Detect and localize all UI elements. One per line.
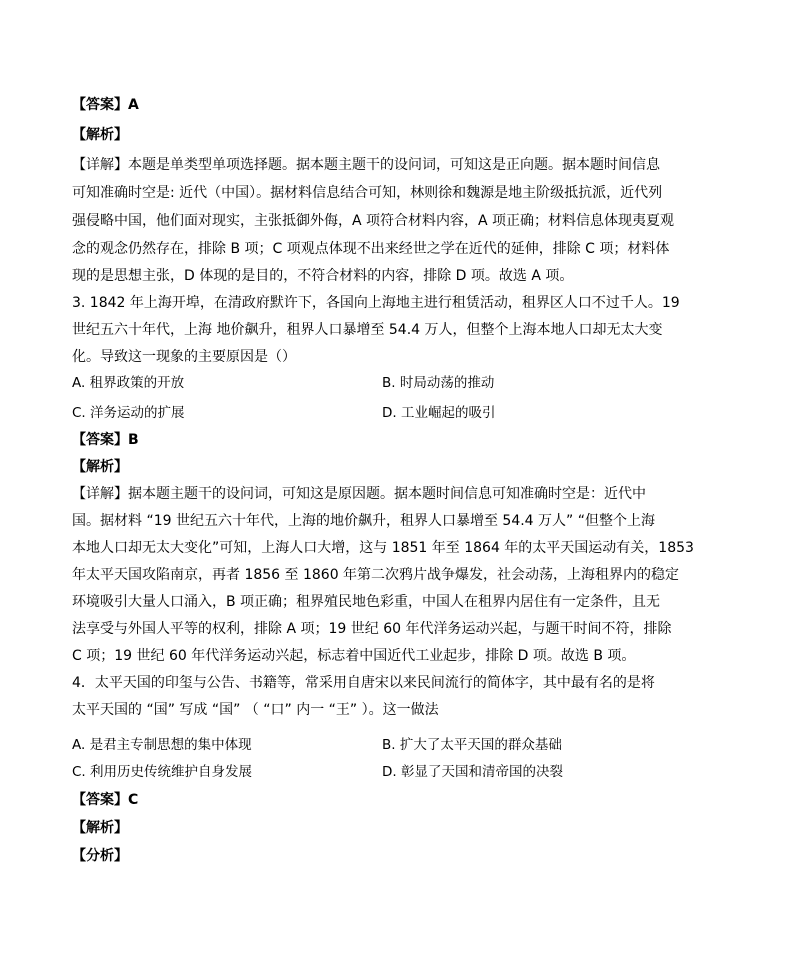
q3-stem-line: 化。导致这一现象的主要原因是（） [72, 349, 296, 365]
q2-detail-line: 可知准确时空是: 近代（中国）。据材料信息结合可知，林则徐和魏源是地主阶级抵抗派，近代列 [72, 185, 663, 201]
q3-detail-line: 【详解】据本题主题干的设问词，可知这是原因题。据本题时间信息可知准确时空是：近代中 [72, 486, 646, 502]
q3-detail-line: 环境吸引大量人口涌入，B 项正确；租界殖民地色彩重，中国人在租界内居住有一定条件，且无 [72, 594, 661, 610]
q3-option-d: D. 工业崛起的吸引 [382, 405, 496, 421]
q3-option-c: C. 洋务运动的扩展 [72, 405, 185, 421]
q4-analysis-label: 【解析】 [72, 820, 128, 836]
q4-analysis-label-2: 【分析】 [72, 848, 128, 864]
q4-option-a: A. 是君主专制思想的集中体现 [72, 737, 252, 753]
q3-analysis-label: 【解析】 [72, 459, 128, 475]
q3-detail-line: 年太平天国攻陷南京，再者 1856 至 1860 年第二次鸦片战争爆发，社会动荡，上海租界内的稳定 [72, 567, 680, 583]
q2-answer: 【答案】A [72, 97, 139, 113]
q4-answer: 【答案】C [72, 792, 139, 808]
q3-stem-line: 世纪五六十年代，上海 地价飙升，租界人口暴增至 54.4 万人，但整个上海本地人口却无太大变 [72, 322, 663, 338]
q3-detail-line: 法享受与外国人平等的权利，排除 A 项；19 世纪 60 年代洋务运动兴起，与题干时间不符，排除 [72, 621, 672, 637]
q4-option-d: D. 彰显了天国和清帝国的决裂 [382, 764, 563, 780]
q4-stem-line: 4．太平天国的印玺与公告、书籍等，常采用自唐宋以来民间流行的简体字，其中最有名的是将 [72, 675, 655, 691]
q3-option-b: B. 时局动荡的推动 [382, 375, 495, 391]
q3-detail-line: 本地人口却无太大变化”可知，上海人口大增，这与 1851 年至 1864 年的太平天国运动有关，1853 [72, 540, 694, 556]
q4-option-b: B. 扩大了太平天国的群众基础 [382, 737, 562, 753]
q2-analysis-label: 【解析】 [72, 127, 128, 143]
q3-detail-line: 国。据材料 “19 世纪五六十年代，上海的地价飙升，租界人口暴增至 54.4 万人” “但整个上海 [72, 513, 655, 529]
q4-option-c: C. 利用历史传统维护自身发展 [72, 764, 253, 780]
q2-detail-line: 现的是思想主张，D 体现的是目的，不符合材料的内容，排除 D 项。故选 A 项。 [72, 268, 574, 284]
q2-detail-line: 念的观念仍然存在，排除 B 项；C 项观点体现不出来经世之学在近代的延伸，排除 C 项；材料体 [72, 241, 670, 257]
q3-option-a: A. 租界政策的开放 [72, 375, 185, 391]
q3-answer: 【答案】B [72, 432, 139, 448]
q4-stem-line: 太平天国的 “国” 写成 “国” （ “口” 内一 “王” ）。这一做法 [72, 702, 439, 718]
q2-detail-line: 【详解】本题是单类型单项选择题。据本题主题干的设问词，可知这是正向题。据本题时间信息 [72, 157, 660, 173]
q3-detail-line: C 项；19 世纪 60 年代洋务运动兴起，标志着中国近代工业起步，排除 D 项。故选 B 项。 [72, 648, 636, 664]
q2-detail-line: 强侵略中国，他们面对现实，主张抵御外侮，A 项符合材料内容，A 项正确；材料信息体现夷夏观 [72, 213, 675, 229]
q3-stem-line: 3. 1842 年上海开埠，在清政府默许下，各国向上海地主进行租赁活动，租界区人口不过千人。19 [72, 295, 680, 311]
